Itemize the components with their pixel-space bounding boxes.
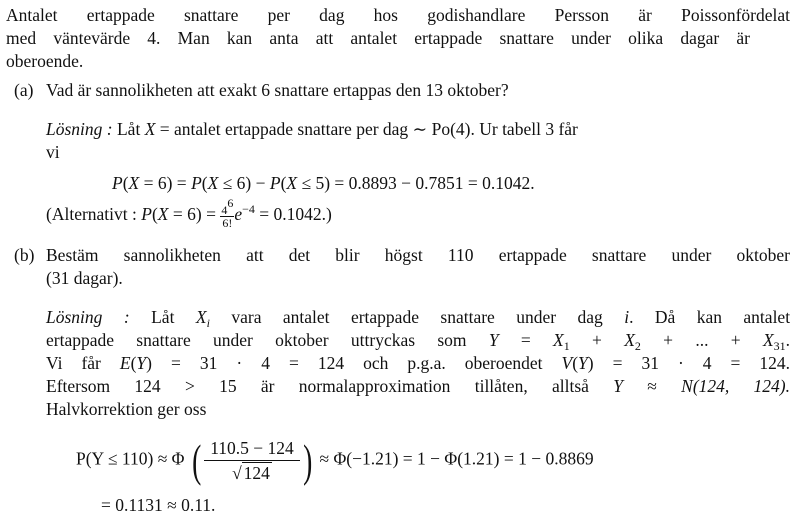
part-b-solution-line-4: Eftersom 124 > 15 är normalapproximation tillåten, alltså Y ≈ N(124, 124). bbox=[46, 376, 791, 396]
part-a-solution-line-1: Lösning : Låt X = antalet ertappade snattare per dag ∼ Po(4). Ur tabell 3 får bbox=[46, 119, 578, 139]
solution-label-b: Lösning : bbox=[46, 307, 130, 327]
normal-fraction: $\frac{110.5 - 124}{√ 124}$ bbox=[204, 436, 300, 485]
part-b-question-line-1: Bestäm sannolikheten att det blir högst 110 ertappade snattare under oktober bbox=[46, 245, 790, 265]
intro-line-1: Antalet ertappade snattare per dag hos godishandlare Persson är Poissonfördelat bbox=[6, 5, 790, 25]
intro-line-3: oberoende. bbox=[6, 51, 84, 71]
solution-label-a: Lösning : bbox=[46, 119, 113, 139]
part-a-question: Vad är sannolikheten att exakt 6 snattare ertappas den 13 oktober? bbox=[46, 80, 509, 100]
part-b-equation-line-2: = 0.1131 ≈ 0.11. bbox=[101, 495, 216, 515]
poisson-fraction: $\frac{4^6}{6!}$ bbox=[221, 196, 234, 230]
part-b-label: (b) bbox=[14, 245, 35, 265]
part-a-solution-line-2: vi bbox=[46, 142, 60, 162]
part-a-alternative: (Alternativt : P(X = 6) = $\frac{4^6}{6!}$ $e^{-4} = 0.1042$.) bbox=[46, 196, 332, 230]
part-a-label: (a) bbox=[14, 80, 34, 100]
part-b-equation: P(Y ≤ 110) ≈ Φ ( $\frac{110.5 - 124}{√ 124}$ ) ≈ Φ(−1.21) = 1 − Φ(1.21) = 1 − 0.8869 bbox=[76, 434, 594, 486]
part-b-solution-line-2: ertappade snattare under oktober uttryckas som $Y = X_1 + X_2$ + ... + $X_{31}$. bbox=[46, 330, 791, 353]
intro-line-2: med väntevärde 4. Man kan anta att antalet ertappade snattare under olika dagar är bbox=[6, 28, 750, 48]
part-b-question-line-2: (31 dagar). bbox=[46, 268, 123, 288]
part-b-solution-line-3: Vi får E(Y) = 31 · 4 = 124 och p.g.a. oberoendet V(Y) = 31 · 4 = 124. bbox=[46, 353, 791, 373]
part-b-solution-line-1: Lösning : Låt $X_i$ vara antalet ertappade snattare under dag i. Då kan antalet bbox=[46, 307, 791, 330]
part-a-equation: P(X = 6) = P(X ≤ 6) − P(X ≤ 5) = 0.8893 − 0.7851 = 0.1042. bbox=[112, 173, 535, 193]
part-b-solution-line-5: Halvkorrektion ger oss bbox=[46, 399, 207, 419]
